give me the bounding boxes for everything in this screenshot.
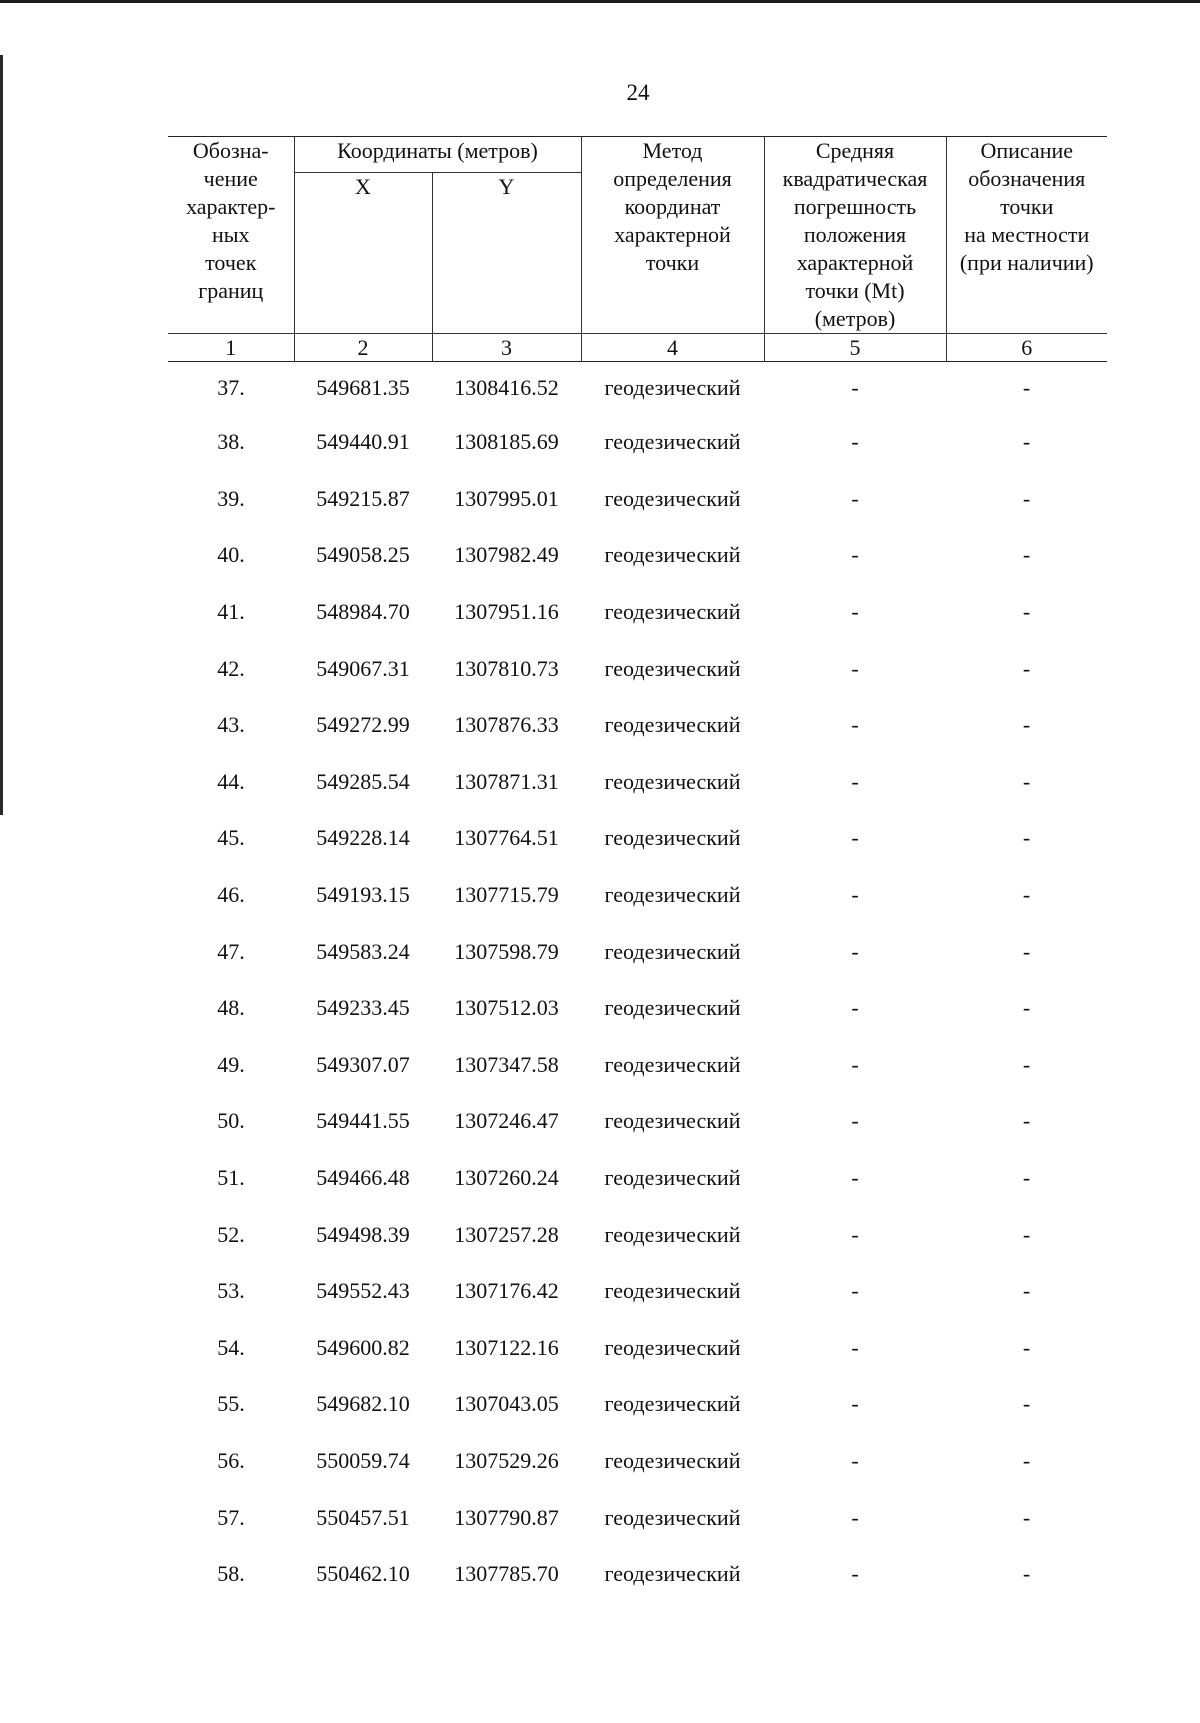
table-row: [168, 1546, 1107, 1603]
cell-y: 1307043.05: [454, 1391, 559, 1417]
cell-description: -: [1022, 1108, 1031, 1134]
cell-error: -: [851, 1221, 859, 1247]
cell-description: -: [1022, 1334, 1031, 1360]
table-row: [168, 697, 1107, 754]
cell-method: геодезический: [604, 825, 741, 851]
cell-method: геодезический: [604, 882, 741, 908]
cell-y: 1307764.51: [454, 825, 559, 851]
cell-point-id: 41.: [217, 599, 245, 625]
cell-description: -: [1022, 599, 1031, 625]
cell-point-id: 56.: [217, 1447, 245, 1473]
cell-y: 1307598.79: [454, 938, 559, 964]
cell-y: 1307810.73: [454, 655, 559, 681]
cell-description: -: [1022, 1051, 1031, 1077]
cell-point-id: 47.: [217, 938, 245, 964]
cell-description: -: [1022, 1165, 1031, 1191]
cell-x: 549228.14: [316, 825, 410, 851]
cell-y: 1307982.49: [454, 542, 559, 568]
cell-y: 1307871.31: [454, 768, 559, 794]
cell-y: 1307257.28: [454, 1221, 559, 1247]
header-point-description: Описание обозначения точки на местности (при наличии): [946, 137, 1107, 334]
cell-method: геодезический: [604, 1278, 741, 1304]
table-row: [168, 1037, 1107, 1094]
cell-method: геодезический: [604, 429, 741, 455]
cell-error: -: [851, 1278, 859, 1304]
cell-x: 549600.82: [316, 1334, 410, 1360]
table-row: [168, 1489, 1107, 1546]
cell-method: геодезический: [604, 938, 741, 964]
cell-error: -: [851, 485, 859, 511]
cell-error: -: [851, 655, 859, 681]
cell-x: 549681.35: [316, 375, 410, 400]
cell-description: -: [1022, 1221, 1031, 1247]
cell-error: -: [851, 542, 859, 568]
cell-description: -: [1022, 995, 1031, 1021]
cell-y: 1307995.01: [454, 485, 559, 511]
scan-left-edge: [0, 55, 3, 815]
cell-error: -: [851, 1447, 859, 1473]
cell-x: 549067.31: [316, 655, 410, 681]
page-number: 24: [626, 80, 650, 105]
cell-y: 1307512.03: [454, 995, 559, 1021]
cell-y: 1307246.47: [454, 1108, 559, 1134]
cell-x: 550457.51: [316, 1504, 410, 1530]
cell-x: 549272.99: [316, 712, 410, 738]
header-point-designation: Обозна- чение характер- ных точек границ: [168, 137, 294, 334]
cell-error: -: [851, 712, 859, 738]
table-row: [168, 1206, 1107, 1263]
cell-description: -: [1022, 938, 1031, 964]
cell-y: 1307951.16: [454, 599, 559, 625]
column-number: 3: [432, 334, 581, 362]
column-number: 2: [294, 334, 432, 362]
cell-point-id: 40.: [217, 542, 245, 568]
cell-error: -: [851, 938, 859, 964]
column-number: 4: [581, 334, 764, 362]
cell-x: 550059.74: [316, 1447, 410, 1473]
cell-error: -: [851, 882, 859, 908]
cell-point-id: 45.: [217, 825, 245, 851]
cell-x: 549466.48: [316, 1165, 410, 1191]
cell-method: геодезический: [604, 1561, 741, 1587]
cell-point-id: 50.: [217, 1108, 245, 1134]
header-x: X: [294, 173, 432, 334]
cell-method: геодезический: [604, 542, 741, 568]
cell-x: 549215.87: [316, 485, 410, 511]
table-row: [168, 867, 1107, 924]
cell-point-id: 37.: [217, 375, 245, 400]
cell-error: -: [851, 995, 859, 1021]
cell-method: геодезический: [604, 485, 741, 511]
table-row: [168, 1320, 1107, 1377]
cell-x: 549441.55: [316, 1108, 410, 1134]
cell-point-id: 38.: [217, 429, 245, 455]
cell-error: -: [851, 1108, 859, 1134]
cell-description: -: [1022, 375, 1031, 400]
cell-point-id: 58.: [217, 1561, 245, 1587]
cell-method: геодезический: [604, 1221, 741, 1247]
cell-description: -: [1022, 768, 1031, 794]
cell-description: -: [1022, 712, 1031, 738]
cell-error: -: [851, 1561, 859, 1587]
cell-description: -: [1022, 1561, 1031, 1587]
cell-x: 549307.07: [316, 1051, 410, 1077]
table-row: [168, 1263, 1107, 1320]
cell-error: -: [851, 429, 859, 455]
cell-error: -: [851, 1165, 859, 1191]
cell-point-id: 48.: [217, 995, 245, 1021]
cell-error: -: [851, 599, 859, 625]
scan-top-edge: [0, 0, 1200, 3]
cell-y: 1307529.26: [454, 1447, 559, 1473]
cell-x: 549193.15: [316, 882, 410, 908]
cell-x: 549233.45: [316, 995, 410, 1021]
cell-y: 1307347.58: [454, 1051, 559, 1077]
cell-point-id: 55.: [217, 1391, 245, 1417]
cell-point-id: 49.: [217, 1051, 245, 1077]
table-row: [168, 1433, 1107, 1490]
cell-x: 550462.10: [316, 1561, 410, 1587]
table-row: [168, 527, 1107, 584]
cell-y: 1308416.52: [454, 375, 559, 400]
cell-error: -: [851, 1391, 859, 1417]
cell-y: 1307260.24: [454, 1165, 559, 1191]
cell-x: 549552.43: [316, 1278, 410, 1304]
cell-error: -: [851, 375, 859, 400]
cell-description: -: [1022, 1278, 1031, 1304]
cell-point-id: 53.: [217, 1278, 245, 1304]
cell-method: геодезический: [604, 1391, 741, 1417]
cell-x: 549498.39: [316, 1221, 410, 1247]
coordinates-table: [168, 136, 1107, 1602]
cell-error: -: [851, 825, 859, 851]
cell-point-id: 54.: [217, 1334, 245, 1360]
table-row: [168, 980, 1107, 1037]
header-coordinates-group: Координаты (метров): [294, 137, 581, 173]
cell-method: геодезический: [604, 655, 741, 681]
cell-x: 549058.25: [316, 542, 410, 568]
table-row: [168, 414, 1107, 471]
cell-error: -: [851, 1504, 859, 1530]
cell-point-id: 42.: [217, 655, 245, 681]
column-number: 6: [946, 334, 1107, 362]
cell-error: -: [851, 1051, 859, 1077]
table-row: [168, 1150, 1107, 1207]
header-y: Y: [432, 173, 581, 334]
cell-y: 1307176.42: [454, 1278, 559, 1304]
cell-method: геодезический: [604, 995, 741, 1021]
cell-error: -: [851, 1334, 859, 1360]
cell-method: геодезический: [604, 712, 741, 738]
cell-x: 549285.54: [316, 768, 410, 794]
cell-y: 1307715.79: [454, 882, 559, 908]
cell-x: 549583.24: [316, 938, 410, 964]
table-body: [168, 362, 1107, 1603]
cell-point-id: 52.: [217, 1221, 245, 1247]
cell-description: -: [1022, 1504, 1031, 1530]
cell-description: -: [1022, 882, 1031, 908]
cell-y: 1307876.33: [454, 712, 559, 738]
cell-x: 549440.91: [316, 429, 410, 455]
cell-y: 1307790.87: [454, 1504, 559, 1530]
table-row: [168, 1376, 1107, 1433]
cell-y: 1308185.69: [454, 429, 559, 455]
cell-method: геодезический: [604, 1165, 741, 1191]
cell-method: геодезический: [604, 1108, 741, 1134]
column-number: 1: [168, 334, 294, 362]
cell-description: -: [1022, 1447, 1031, 1473]
header-mean-square-error: Средняя квадратическая погрешность положения характерной точки (Mt) (метров): [764, 137, 946, 334]
table-row: [168, 810, 1107, 867]
cell-x: 549682.10: [316, 1391, 410, 1417]
cell-point-id: 39.: [217, 485, 245, 511]
cell-point-id: 44.: [217, 768, 245, 794]
cell-point-id: 57.: [217, 1504, 245, 1530]
cell-y: 1307785.70: [454, 1561, 559, 1587]
cell-description: -: [1022, 655, 1031, 681]
cell-point-id: 51.: [217, 1165, 245, 1191]
cell-method: геодезический: [604, 1447, 741, 1473]
cell-description: -: [1022, 825, 1031, 851]
table-row: [168, 362, 1107, 415]
cell-method: геодезический: [604, 1334, 741, 1360]
cell-description: -: [1022, 485, 1031, 511]
table-row: [168, 584, 1107, 641]
cell-description: -: [1022, 429, 1031, 455]
cell-point-id: 43.: [217, 712, 245, 738]
cell-description: -: [1022, 542, 1031, 568]
column-number: 5: [764, 334, 946, 362]
cell-method: геодезический: [604, 599, 741, 625]
table-row: [168, 471, 1107, 528]
table-row: [168, 640, 1107, 697]
cell-error: -: [851, 768, 859, 794]
cell-method: геодезический: [604, 768, 741, 794]
table-row: [168, 754, 1107, 811]
cell-description: -: [1022, 1391, 1031, 1417]
header-method: Метод определения координат характерной точки: [581, 137, 764, 334]
cell-point-id: 46.: [217, 882, 245, 908]
table-row: [168, 1093, 1107, 1150]
cell-y: 1307122.16: [454, 1334, 559, 1360]
cell-method: геодезический: [604, 1051, 741, 1077]
cell-x: 548984.70: [316, 599, 410, 625]
cell-method: геодезический: [604, 1504, 741, 1530]
table-row: [168, 923, 1107, 980]
cell-method: геодезический: [604, 375, 741, 400]
